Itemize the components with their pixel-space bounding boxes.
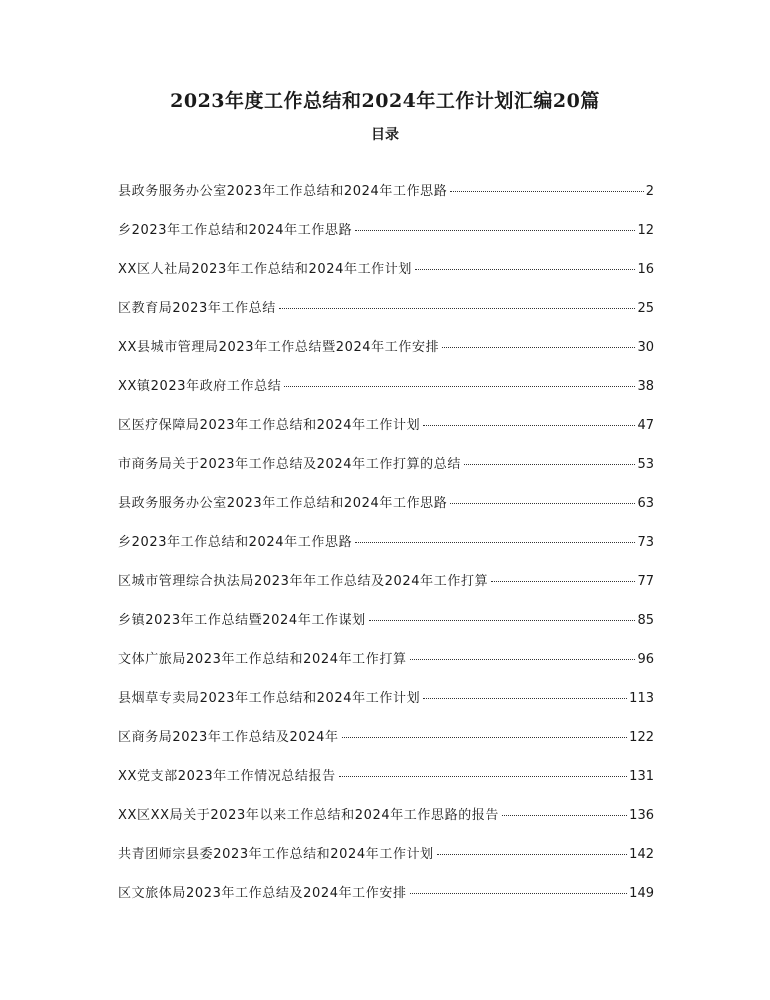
toc-page-number: 142 bbox=[629, 847, 654, 862]
toc-entry[interactable] bbox=[118, 687, 654, 726]
toc-entry[interactable] bbox=[118, 882, 654, 921]
toc-entry[interactable] bbox=[118, 180, 654, 219]
toc-page-number: 25 bbox=[637, 301, 654, 316]
toc-dot-leader bbox=[410, 659, 636, 660]
toc-entry-title: XX党支部2023年工作情况总结报告 bbox=[118, 769, 336, 784]
toc-entry-title: 区教育局2023年工作总结 bbox=[118, 301, 276, 316]
toc-dot-leader bbox=[355, 542, 635, 543]
document-title: 2023年度工作总结和2024年工作计划汇编20篇 bbox=[170, 90, 600, 112]
toc-entry[interactable] bbox=[118, 453, 654, 492]
toc-page-number: 96 bbox=[637, 652, 654, 667]
toc-entry-title: XX县城市管理局2023年工作总结暨2024年工作安排 bbox=[118, 340, 440, 355]
toc-dot-leader bbox=[464, 464, 635, 465]
toc-page-number: 85 bbox=[637, 613, 654, 628]
toc-dot-leader bbox=[450, 503, 635, 504]
toc-entry[interactable] bbox=[118, 843, 654, 882]
toc-dot-leader bbox=[423, 698, 627, 699]
toc-entry-title: XX镇2023年政府工作总结 bbox=[118, 379, 282, 394]
toc-entry[interactable] bbox=[118, 375, 654, 414]
toc-entry-title: 区商务局2023年工作总结及2024年 bbox=[118, 730, 339, 745]
toc-page-number: 12 bbox=[637, 223, 654, 238]
toc-dot-leader bbox=[410, 893, 628, 894]
toc-dot-leader bbox=[369, 620, 636, 621]
toc-page-number: 47 bbox=[637, 418, 654, 433]
toc-entry-title: 区医疗保障局2023年工作总结和2024年工作计划 bbox=[118, 418, 421, 433]
toc-page-number: 63 bbox=[637, 496, 654, 511]
toc-dot-leader bbox=[437, 854, 627, 855]
toc-entry[interactable] bbox=[118, 297, 654, 336]
toc-dot-leader bbox=[342, 737, 628, 738]
toc-page-number: 2 bbox=[645, 184, 654, 199]
toc-entry[interactable] bbox=[118, 570, 654, 609]
toc-entry[interactable] bbox=[118, 609, 654, 648]
toc-page-number: 53 bbox=[637, 457, 654, 472]
toc-heading: 目录 bbox=[371, 127, 399, 143]
toc-entry-title: XX区XX局关于2023年以来工作总结和2024年工作思路的报告 bbox=[118, 808, 499, 823]
toc-page-number: 16 bbox=[637, 262, 654, 277]
toc-page-number: 77 bbox=[637, 574, 654, 589]
toc-entry[interactable] bbox=[118, 492, 654, 531]
toc-entry-title: 区城市管理综合执法局2023年年工作总结及2024年工作打算 bbox=[118, 574, 489, 589]
toc-entry-title: 乡2023年工作总结和2024年工作思路 bbox=[118, 223, 353, 238]
toc-dot-leader bbox=[284, 386, 635, 387]
toc-entry[interactable] bbox=[118, 765, 654, 804]
toc-page-number: 73 bbox=[637, 535, 654, 550]
toc-dot-leader bbox=[355, 230, 635, 231]
table-of-contents bbox=[118, 180, 654, 921]
toc-entry[interactable] bbox=[118, 648, 654, 687]
toc-entry-title: 县政务服务办公室2023年工作总结和2024年工作思路 bbox=[118, 184, 448, 199]
toc-entry[interactable] bbox=[118, 531, 654, 570]
toc-page-number: 30 bbox=[637, 340, 654, 355]
toc-entry[interactable] bbox=[118, 336, 654, 375]
toc-entry-title: 文体广旅局2023年工作总结和2024年工作打算 bbox=[118, 652, 407, 667]
toc-dot-leader bbox=[339, 776, 627, 777]
toc-entry-title: 乡2023年工作总结和2024年工作思路 bbox=[118, 535, 353, 550]
toc-page-number: 149 bbox=[629, 886, 654, 901]
toc-dot-leader bbox=[450, 191, 643, 192]
toc-entry-title: 市商务局关于2023年工作总结及2024年工作打算的总结 bbox=[118, 457, 461, 472]
toc-page-number: 113 bbox=[629, 691, 654, 706]
toc-dot-leader bbox=[423, 425, 635, 426]
toc-dot-leader bbox=[491, 581, 635, 582]
toc-entry-title: 县烟草专卖局2023年工作总结和2024年工作计划 bbox=[118, 691, 421, 706]
toc-dot-leader bbox=[415, 269, 635, 270]
toc-page-number: 136 bbox=[629, 808, 654, 823]
toc-dot-leader bbox=[442, 347, 635, 348]
toc-entry[interactable] bbox=[118, 258, 654, 297]
toc-entry-title: 乡镇2023年工作总结暨2024年工作谋划 bbox=[118, 613, 366, 628]
toc-dot-leader bbox=[279, 308, 636, 309]
toc-entry[interactable] bbox=[118, 726, 654, 765]
toc-entry-title: 县政务服务办公室2023年工作总结和2024年工作思路 bbox=[118, 496, 448, 511]
toc-entry[interactable] bbox=[118, 804, 654, 843]
toc-page-number: 122 bbox=[629, 730, 654, 745]
toc-entry[interactable] bbox=[118, 414, 654, 453]
toc-entry-title: 区文旅体局2023年工作总结及2024年工作安排 bbox=[118, 886, 407, 901]
toc-page-number: 131 bbox=[629, 769, 654, 784]
toc-entry-title: XX区人社局2023年工作总结和2024年工作计划 bbox=[118, 262, 412, 277]
toc-dot-leader bbox=[502, 815, 627, 816]
toc-entry-title: 共青团师宗县委2023年工作总结和2024年工作计划 bbox=[118, 847, 434, 862]
toc-page-number: 38 bbox=[637, 379, 654, 394]
toc-entry[interactable] bbox=[118, 219, 654, 258]
